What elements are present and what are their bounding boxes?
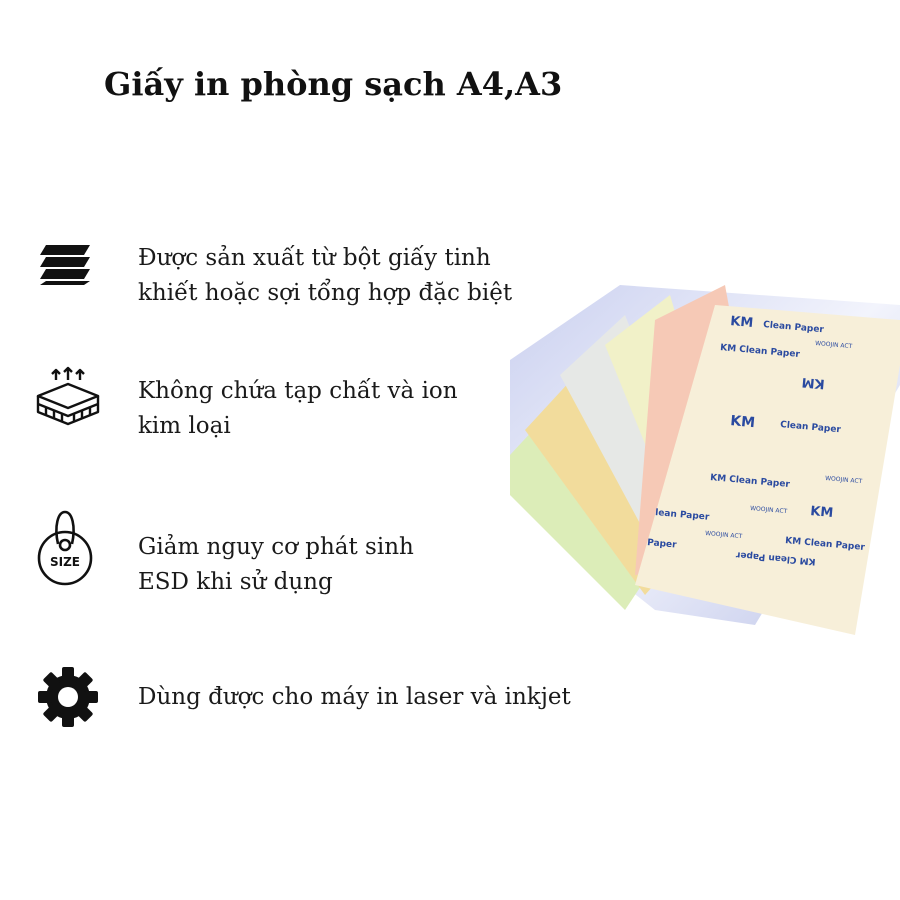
feature-line: Dùng được cho máy in laser và inkjet [138,684,571,710]
feature-line: ESD khi sử dụng [138,569,333,595]
feature-line: Giảm nguy cơ phát sinh [138,534,414,560]
svg-text:KM Clean Paper: KM Clean Paper [784,536,866,553]
page-title: Giấy in phòng sạch A4,A3 [104,65,563,103]
feature-line: Không chứa tạp chất và ion [138,378,458,404]
svg-text:KM Clean Paper: KM Clean Paper [719,343,801,360]
svg-text:Clean Paper: Clean Paper [779,420,842,436]
feature-line: kim loại [138,413,231,439]
feature-text [138,530,414,600]
layers-icon [36,241,100,305]
svg-text:WOOJIN ACT: WOOJIN ACT [824,475,863,486]
svg-text:SIZE: SIZE [49,555,81,569]
cleanroom-panel-icon [36,366,100,430]
svg-text:WOOJIN ACT: WOOJIN ACT [814,340,853,351]
svg-text:Paper: Paper [646,538,677,551]
svg-text:KM: KM [801,374,826,391]
svg-text:KM: KM [729,314,754,331]
feature-line: Được sản xuất từ bột giấy tinh [138,245,491,271]
clean-paper-product-image [505,265,900,645]
svg-text:lean Paper: lean Paper [654,508,710,523]
svg-text:KM Clean Paper: KM Clean Paper [735,549,817,567]
feature-text [138,241,512,311]
svg-text:KM: KM [809,504,834,521]
feature-text [138,680,571,715]
feature-text [138,374,458,444]
svg-text:WOOJIN ACT: WOOJIN ACT [704,530,743,541]
size-tag-icon [36,508,100,588]
svg-text:Clean Paper: Clean Paper [762,320,825,336]
svg-text:KM: KM [729,413,756,432]
feature-line: khiết hoặc sợi tổng hợp đặc biệt [138,280,513,306]
svg-text:KM Clean Paper: KM Clean Paper [709,473,791,490]
svg-text:WOOJIN ACT: WOOJIN ACT [749,505,788,516]
gear-icon [36,665,100,729]
